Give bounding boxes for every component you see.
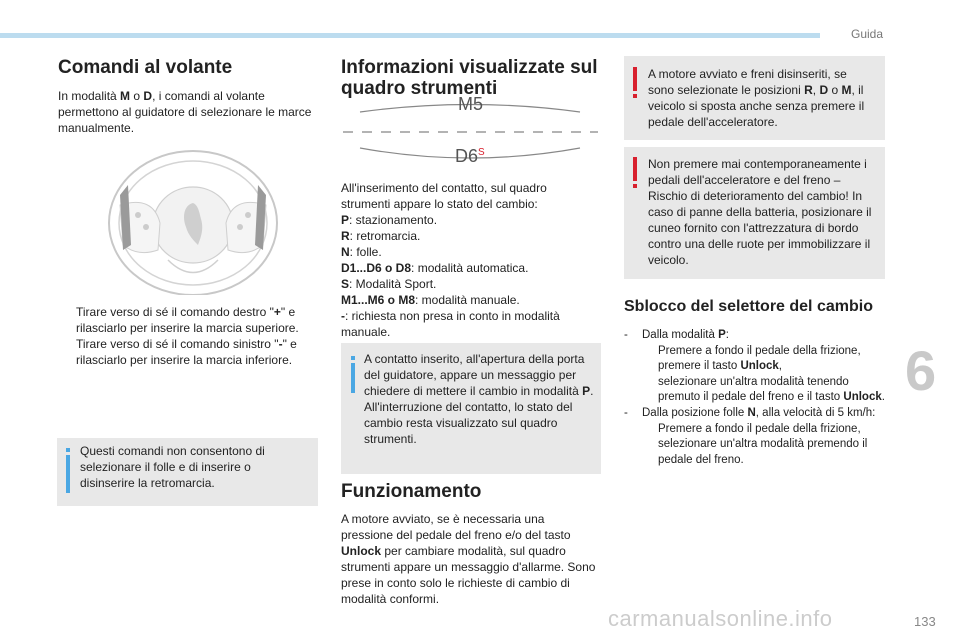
info-icon xyxy=(66,455,70,493)
warning-icon xyxy=(633,157,637,181)
gear-state-item: P: stazionamento. xyxy=(341,213,438,227)
unlock-step: premere il tasto Unlock, xyxy=(658,360,782,373)
watermark: carmanualsonline.info xyxy=(608,606,833,631)
gear-states-list xyxy=(341,212,586,340)
unlock-step: Premere a fondo il pedale della frizione, xyxy=(658,422,861,435)
gear-states-text xyxy=(341,180,586,340)
chapter-number: 6 xyxy=(905,339,937,402)
page-number: 133 xyxy=(914,614,936,629)
steering-wheel-illustration xyxy=(98,145,288,295)
section-title-operation: Funzionamento xyxy=(341,481,482,502)
gear-state-item: M1...M6 o M8: modalità manuale. xyxy=(341,293,520,307)
gear-display-d6s: $D6^S$ xyxy=(455,146,485,166)
bullet-downshift: Tirare verso di sé il comando sinistro "-" e rilasciarlo per inserire la marcia inferiore. xyxy=(76,337,297,367)
bullet-upshift: Tirare verso di sé il comando destro "+" e rilasciarlo per inserire la marcia superiore. xyxy=(76,305,299,335)
warning-text-vehicle-moves: A motore avviato e freni disinseriti, se sono selezionate le posizioni R, D o M, il veicolo si sposta anche senza premere il pedale dell'acceleratore. xyxy=(648,67,865,129)
door-open-note: A contatto inserito, all'apertura della porta del guidatore, appare un messaggio per chiedere di mettere il cambio in modalità P. All'interruzione del contatto, lo stato del cambio resta visualizzato sul quadro strumenti. xyxy=(364,352,594,446)
unlock-step: selezionare un'altra modalità tenendo premuto il pedale del freno e il tasto Unlock. xyxy=(658,375,885,404)
gear-state-item: N: folle. xyxy=(341,245,382,259)
gear-display-m5: M5 xyxy=(458,94,484,114)
info-icon xyxy=(351,363,355,393)
gear-state-item: R: retromarcia. xyxy=(341,229,421,243)
section-title-dashboard-info: Informazioni visualizzate sul quadro strumenti xyxy=(341,57,598,99)
info-note-text: Questi comandi non consentono di selezionare il folle e di inserire o disinserire la retromarcia. xyxy=(80,444,265,490)
unlock-step: Premere a fondo il pedale della frizione, xyxy=(658,344,861,357)
steering-controls-intro: In modalità M o D, i comandi al volante permettono al guidatore di selezionare le marce manualmente. xyxy=(58,89,312,135)
gear-state-item: D1...D6 o D8: modalità automatica. xyxy=(341,261,529,275)
warning-icon xyxy=(633,67,637,91)
unlock-procedure xyxy=(624,328,892,468)
section-title-selector-unlock: Sblocco del selettore del cambio xyxy=(624,298,873,315)
gear-state-item: -: richiesta non presa in conto in modalità manuale. xyxy=(341,309,560,339)
gear-state-item: S: Modalità Sport. xyxy=(341,277,437,291)
unlock-from-p: - Dalla modalità P: xyxy=(624,329,729,341)
section-header: Guida xyxy=(851,27,884,41)
header-bar xyxy=(0,33,820,38)
unlock-from-n: - Dalla posizione folle N, alla velocità di 5 km/h: xyxy=(624,406,876,419)
warning-text-pedals: Non premere mai contemporaneamente i pedali dell'acceleratore e del freno – Rischio di deterioramento del cambio! In caso di panne della batteria, posizionare il cuneo fornito con l'attrezzatura di bordo contro una delle ruote per immobilizzare il veicolo. xyxy=(648,157,872,267)
operation-body: A motore avviato, se è necessaria una pressione del pedale del freno e/o del tasto Unlock per cambiare modalità, sul quadro strumenti appare un messaggio d'allarme. Sono prese in conto solo le richieste di cambio di modalità conformi. xyxy=(341,512,596,606)
section-title-steering-controls: Comandi al volante xyxy=(58,57,233,78)
gear-states-intro: All'inserimento del contatto, sul quadro strumenti appare lo stato del cambio: xyxy=(341,181,547,211)
unlock-step: selezionare un'altra modalità premendo il pedale del freno. xyxy=(658,438,868,466)
